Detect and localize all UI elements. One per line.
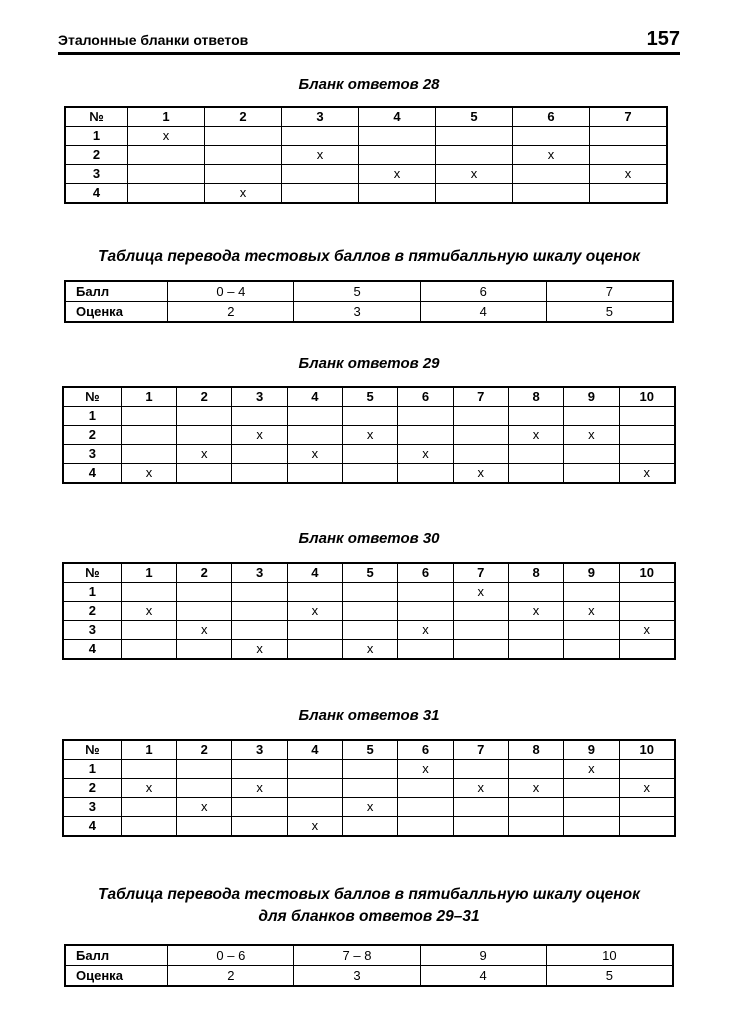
answer-cell [232,583,287,602]
answer-cell [343,464,398,484]
answer-cell [453,426,508,445]
answer-cell [398,583,453,602]
column-header-number: № [63,740,121,760]
answer-cell [453,621,508,640]
blank-28-title: Бланк ответов 28 [298,76,440,93]
answer-cell [435,184,512,204]
row-number: 3 [63,445,121,464]
table-row [63,817,675,837]
answer-cell [453,602,508,621]
column-header: 4 [287,740,342,760]
answer-cell [282,184,359,204]
answer-cell [343,621,398,640]
column-header: 1 [121,740,176,760]
column-header: 5 [435,107,512,127]
row-number: 4 [63,640,121,660]
answer-cell [177,407,232,426]
score-row-value: 7 [546,281,673,302]
grade-row-value: 5 [546,966,673,987]
answer-cell [398,817,453,837]
answer-cell [619,640,675,660]
answer-cell [232,445,287,464]
grade-row-value: 2 [168,302,294,323]
grade-row-value: 4 [420,302,546,323]
table-row [63,426,675,445]
answer-cell [232,760,287,779]
column-header: 3 [232,563,287,583]
column-header: 3 [282,107,359,127]
answer-cell [121,760,176,779]
answer-cell [508,640,563,660]
answer-cell [358,146,435,165]
column-header: 6 [512,107,589,127]
answer-cell [619,602,675,621]
grade-row-value: 3 [294,966,420,987]
answer-cell [435,146,512,165]
answer-cell [121,640,176,660]
answer-cell: x [232,640,287,660]
column-header: 1 [128,107,205,127]
answer-cell [453,760,508,779]
answer-cell [453,445,508,464]
answer-cell [232,798,287,817]
row-number: 1 [65,127,128,146]
answer-cell: x [343,426,398,445]
grade-row [65,966,673,987]
grade-row-label: Оценка [65,302,168,323]
answer-cell [508,817,563,837]
table-row [63,760,675,779]
answer-cell [435,127,512,146]
answer-cell: x [564,760,619,779]
answer-cell: x [121,779,176,798]
answer-cell [121,621,176,640]
answer-cell [177,464,232,484]
answer-cell: x [282,146,359,165]
column-header: 4 [358,107,435,127]
answer-cell: x [177,445,232,464]
answer-cell [287,621,342,640]
answer-cell [121,798,176,817]
answer-cell [232,464,287,484]
answer-cell [398,464,453,484]
column-header: 9 [564,387,619,407]
blank-29-title: Бланк ответов 29 [298,355,440,372]
answer-cell [564,583,619,602]
answer-cell [619,426,675,445]
conversion-table-1 [64,280,674,323]
answer-cell [343,445,398,464]
section-title: Эталонные бланки ответов [58,32,249,48]
answer-cell [287,464,342,484]
answer-cell [205,127,282,146]
answer-cell [619,798,675,817]
answer-cell [232,407,287,426]
answer-cell [177,640,232,660]
score-row-value: 9 [420,945,546,966]
answer-cell [589,184,667,204]
table-row [63,798,675,817]
answer-cell [358,127,435,146]
column-header: 8 [508,563,563,583]
answer-cell [619,445,675,464]
answer-cell: x [121,464,176,484]
answer-cell [508,621,563,640]
blank-28-table [64,106,668,204]
answer-cell [232,602,287,621]
answer-cell: x [508,779,563,798]
answer-cell: x [287,817,342,837]
column-header-number: № [63,387,121,407]
answer-cell: x [453,464,508,484]
column-header: 7 [589,107,667,127]
row-number: 4 [65,184,128,204]
column-header: 5 [343,563,398,583]
score-row-value: 6 [420,281,546,302]
column-header: 9 [564,563,619,583]
table-row [63,407,675,426]
answer-cell [508,407,563,426]
column-header: 10 [619,563,675,583]
column-header: 2 [205,107,282,127]
row-number: 1 [63,583,121,602]
answer-cell: x [343,640,398,660]
answer-cell [287,779,342,798]
answer-cell [564,621,619,640]
answer-cell [512,184,589,204]
answer-cell: x [619,621,675,640]
answer-cell [232,817,287,837]
answer-cell [453,798,508,817]
answer-cell [619,407,675,426]
answer-cell [177,817,232,837]
table-row [63,602,675,621]
answer-cell [343,760,398,779]
answer-cell: x [564,602,619,621]
row-number: 1 [63,407,121,426]
answer-cell [564,407,619,426]
answer-cell [287,407,342,426]
column-header: 7 [453,563,508,583]
answer-cell [398,407,453,426]
answer-cell [232,621,287,640]
answer-cell: x [232,426,287,445]
answer-cell: x [435,165,512,184]
column-header: 8 [508,387,563,407]
answer-cell [564,798,619,817]
table-row [65,165,667,184]
answer-cell [564,445,619,464]
answer-cell: x [508,602,563,621]
answer-cell [564,779,619,798]
row-number: 4 [63,817,121,837]
row-number: 4 [63,464,121,484]
answer-cell [128,184,205,204]
answer-cell [564,640,619,660]
table-row [63,779,675,798]
score-row-label: Балл [65,281,168,302]
conversion-table-1-title: Таблица перевода тестовых баллов в пятибалльную шкалу оценок [98,248,640,265]
answer-cell: x [177,621,232,640]
column-header: 2 [177,563,232,583]
answer-cell [619,760,675,779]
row-number: 2 [63,426,121,445]
answer-cell [564,817,619,837]
column-header: 3 [232,740,287,760]
conversion-table-2 [64,944,674,987]
answer-cell: x [453,583,508,602]
row-number: 1 [63,760,121,779]
blank-30-title: Бланк ответов 30 [298,530,440,547]
column-header: 6 [398,563,453,583]
score-row-value: 0 – 4 [168,281,294,302]
answer-cell [398,779,453,798]
table-row [63,583,675,602]
answer-cell [343,602,398,621]
answer-cell [128,146,205,165]
score-row-value: 7 – 8 [294,945,420,966]
answer-cell [177,760,232,779]
answer-cell [508,798,563,817]
answer-cell: x [619,464,675,484]
column-header: 1 [121,563,176,583]
answer-cell [453,817,508,837]
column-header-number: № [65,107,128,127]
column-header: 6 [398,387,453,407]
answer-cell [343,779,398,798]
row-number: 3 [65,165,128,184]
answer-cell [343,583,398,602]
answer-cell [398,798,453,817]
answer-cell: x [564,426,619,445]
answer-cell: x [205,184,282,204]
answer-cell [589,127,667,146]
column-header-number: № [63,563,121,583]
grade-row [65,302,673,323]
answer-cell: x [177,798,232,817]
answer-cell [508,445,563,464]
column-header: 2 [177,387,232,407]
column-header: 10 [619,740,675,760]
answer-cell [453,640,508,660]
grade-row-value: 4 [420,966,546,987]
row-number: 2 [63,779,121,798]
answer-cell [205,146,282,165]
blank-29-table [62,386,676,484]
blank-30-table [62,562,676,660]
column-header: 4 [287,563,342,583]
answer-cell: x [358,165,435,184]
answer-cell [287,760,342,779]
answer-cell [343,407,398,426]
score-row-value: 10 [546,945,673,966]
score-row [65,945,673,966]
table-row [63,621,675,640]
header-row [63,740,675,760]
answer-cell [512,165,589,184]
answer-cell [398,426,453,445]
column-header: 3 [232,387,287,407]
blank-31-title: Бланк ответов 31 [298,707,440,724]
column-header: 2 [177,740,232,760]
answer-cell [287,426,342,445]
row-number: 2 [65,146,128,165]
table-row [63,640,675,660]
answer-cell: x [453,779,508,798]
page-number: 157 [646,28,680,50]
answer-cell: x [121,602,176,621]
answer-cell [121,407,176,426]
header-row [63,563,675,583]
answer-cell [508,583,563,602]
answer-cell: x [398,445,453,464]
grade-row-value: 3 [294,302,420,323]
grade-row-value: 2 [168,966,294,987]
answer-cell [589,146,667,165]
answer-cell [121,445,176,464]
header-row [65,107,667,127]
answer-cell [282,127,359,146]
row-number: 3 [63,798,121,817]
answer-cell [205,165,282,184]
answer-cell: x [343,798,398,817]
page-header [58,28,680,55]
conversion-table-2-title-line1: Таблица перевода тестовых баллов в пятибалльную шкалу оценок [98,886,640,903]
answer-cell [128,165,205,184]
answer-cell: x [287,602,342,621]
answer-cell [619,583,675,602]
column-header: 4 [287,387,342,407]
grade-row-value: 5 [546,302,673,323]
column-header: 5 [343,740,398,760]
answer-cell: x [232,779,287,798]
answer-cell [512,127,589,146]
header-row [63,387,675,407]
table-row [65,146,667,165]
answer-cell [121,583,176,602]
column-header: 7 [453,387,508,407]
blank-31-table [62,739,676,837]
conversion-table-2-title-line2: для бланков ответов 29–31 [258,908,480,925]
answer-cell [121,817,176,837]
table-row [65,184,667,204]
score-row [65,281,673,302]
score-row-value: 5 [294,281,420,302]
answer-cell [453,407,508,426]
column-header: 9 [564,740,619,760]
answer-cell: x [287,445,342,464]
answer-cell: x [619,779,675,798]
row-number: 2 [63,602,121,621]
table-row [65,127,667,146]
score-row-value: 0 – 6 [168,945,294,966]
answer-cell: x [512,146,589,165]
answer-cell: x [398,621,453,640]
table-row [63,464,675,484]
column-header: 6 [398,740,453,760]
answer-cell [358,184,435,204]
answer-cell: x [508,426,563,445]
answer-cell [177,426,232,445]
answer-cell: x [128,127,205,146]
answer-cell: x [589,165,667,184]
row-number: 3 [63,621,121,640]
score-row-label: Балл [65,945,168,966]
answer-cell [287,640,342,660]
answer-cell [177,779,232,798]
answer-cell [508,760,563,779]
answer-cell [508,464,563,484]
answer-cell [398,640,453,660]
column-header: 5 [343,387,398,407]
answer-cell [343,817,398,837]
column-header: 10 [619,387,675,407]
table-row [63,445,675,464]
grade-row-label: Оценка [65,966,168,987]
answer-cell [177,602,232,621]
answer-cell: x [398,760,453,779]
answer-cell [619,817,675,837]
answer-cell [177,583,232,602]
answer-cell [287,798,342,817]
answer-cell [398,602,453,621]
column-header: 7 [453,740,508,760]
answer-cell [287,583,342,602]
answer-cell [564,464,619,484]
answer-cell [121,426,176,445]
column-header: 1 [121,387,176,407]
column-header: 8 [508,740,563,760]
answer-cell [282,165,359,184]
